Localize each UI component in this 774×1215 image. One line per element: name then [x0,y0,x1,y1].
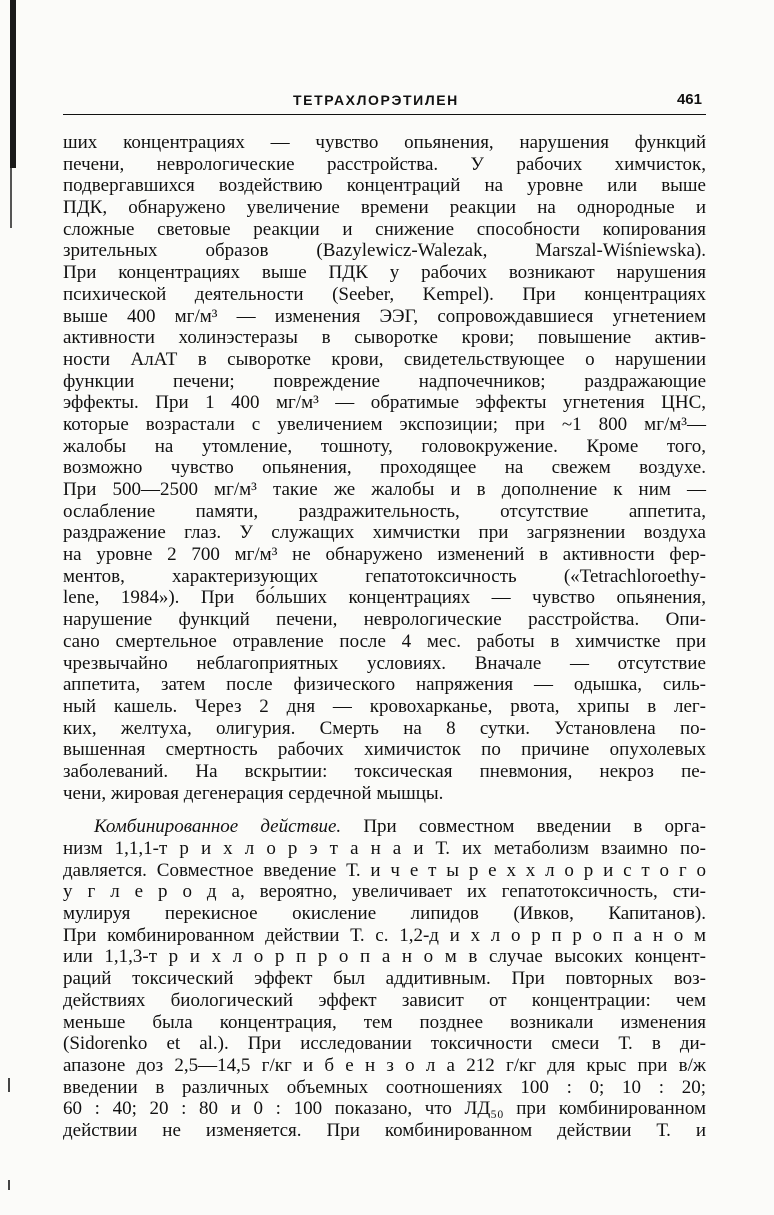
paragraph-1 [63,132,706,804]
text-line: (Sidorenko et al.). При исследовании токсичности смеси Т. в ди- [63,1033,706,1055]
text-line: lene, 1984»). При бо́льших концентрациях — чувство опьянения, [63,587,706,609]
text-line: раздражение глаз. У служащих химчистки при загрязнении воздуха [63,522,706,544]
binding-edge-fade [10,168,12,228]
paragraph-2 [63,816,706,1141]
text-line: действии не изменяется. При комбинированном действии Т. и [63,1119,706,1141]
text-line: возможно чувство опьянения, проходящее на свежем воздухе. [63,457,706,479]
text-line: печени, неврологические расстройства. У рабочих химчисток, [63,153,706,175]
text-line: давляется. Совместное введение Т. и ч е т ы р е х х л о р и с т о г о [63,859,706,881]
text-line: 60 : 40; 20 : 80 и 0 : 100 показано, что ЛД₅₀ при комбинированном [63,1098,706,1120]
margin-mark [8,1180,10,1190]
text-line: низм 1,1,1-т р и х л о р э т а н а и Т. их метаболизм взаимно по- [63,838,706,859]
section-lead: Комбинированное действие. [94,816,342,838]
text-line: ПДК, обнаружено увеличение времени реакции на однородные и [63,197,706,219]
text-line: ности АлАТ в сыворотке крови, свидетельствующее о нарушении [63,348,706,370]
text-line: или 1,1,3-т р и х л о р п р о п а н о м в случае высоких концент- [63,946,706,968]
running-title: ТЕТРАХЛОРЭТИЛЕН [293,92,459,108]
text-line: ослабление памяти, раздражительность, отсутствие аппетита, [63,500,706,522]
text-line: действиях биологический эффект зависит от концентрации: чем [63,989,706,1011]
text-line: При 500—2500 мг/м³ такие же жалобы и в дополнение к ним — [63,479,706,500]
text-line: аппетита, затем после физического напряжения — одышка, силь- [63,674,706,696]
margin-mark [8,1078,10,1092]
binding-edge [10,0,16,168]
text-line: раций токсический эффект был аддитивным. При повторных воз- [63,968,706,990]
text-line: ших концентрациях — чувство опьянения, нарушения функций [63,132,706,153]
text-line: подвергавшихся воздействию концентраций на уровне или выше [63,175,706,197]
text-line: заболеваний. На вскрытии: токсическая пневмония, некроз пе- [63,760,706,782]
text-line: чени, жировая дегенерация сердечной мышцы. [63,782,444,804]
text-line: функции печени; повреждение надпочечников; раздражающие [63,370,706,392]
text-span: При совместном введении в орга- [341,816,706,838]
text-line: выше 400 мг/м³ — изменения ЭЭГ, сопровождавшиеся угнетением [63,305,706,327]
text-line: на уровне 2 700 мг/м³ не обнаружено изменений в активности фер- [63,544,706,566]
body-text [63,132,706,1142]
text-line: вышенная смертность рабочих химичисток по причине опухолевых [63,739,706,761]
text-line: нарушение функций печени, неврологические расстройства. Опи- [63,609,706,631]
text-line: активности холинэстеразы в сыворотке крови; повышение актив- [63,327,706,349]
text-line: При комбинированном действии Т. с. 1,2-д и х л о р п р о п а н о м [63,924,706,946]
text-line: ментов, характеризующих гепатотоксичность («Tetrachloroethy- [63,565,706,587]
text-line: ный кашель. Через 2 дня — кровохарканье, рвота, хрипы в лег- [63,695,706,717]
text-line: При концентрациях выше ПДК у рабочих возникают нарушения [63,262,706,284]
text-line: введении в различных объемных соотношениях 100 : 0; 10 : 20; [63,1076,706,1098]
page-header [63,90,706,115]
text-line: мулируя перекисное окисление липидов (Ивков, Капитанов). [63,903,706,925]
page-number: 461 [676,91,702,108]
text-line: сано смертельное отравление после 4 мес. работы в химчистке при [63,630,706,652]
text-line: зрительных образов (Bazylewicz-Walezak, Marszal-Wiśniewska). [63,240,706,262]
text-line: жалобы на утомление, тошноту, головокружение. Кроме того, [63,435,706,457]
text-line: эффекты. При 1 400 мг/м³ — обратимые эффекты угнетения ЦНС, [63,392,706,414]
text-line: психической деятельности (Seeber, Kempel). При концентрациях [63,283,706,305]
text-line: апазоне доз 2,5—14,5 г/кг и б е н з о л а 212 г/кг для крыс при в/ж [63,1054,706,1076]
text-line [63,816,706,838]
text-line: сложные световые реакции и снижение способности копирования [63,218,706,240]
text-line: чрезвычайно неблагоприятных условиях. Вначале — отсутствие [63,652,706,674]
text-line: меньше была концентрация, тем позднее возникали изменения [63,1011,706,1033]
text-line: у г л е р о д а, вероятно, увеличивает их гепатотоксичность, сти- [63,881,706,903]
text-line: ких, желтуха, олигурия. Смерть на 8 сутки. Установлена по- [63,717,706,739]
text-line: которые возрастали с увеличением экспозиции; при ~1 800 мг/м³— [63,413,706,435]
